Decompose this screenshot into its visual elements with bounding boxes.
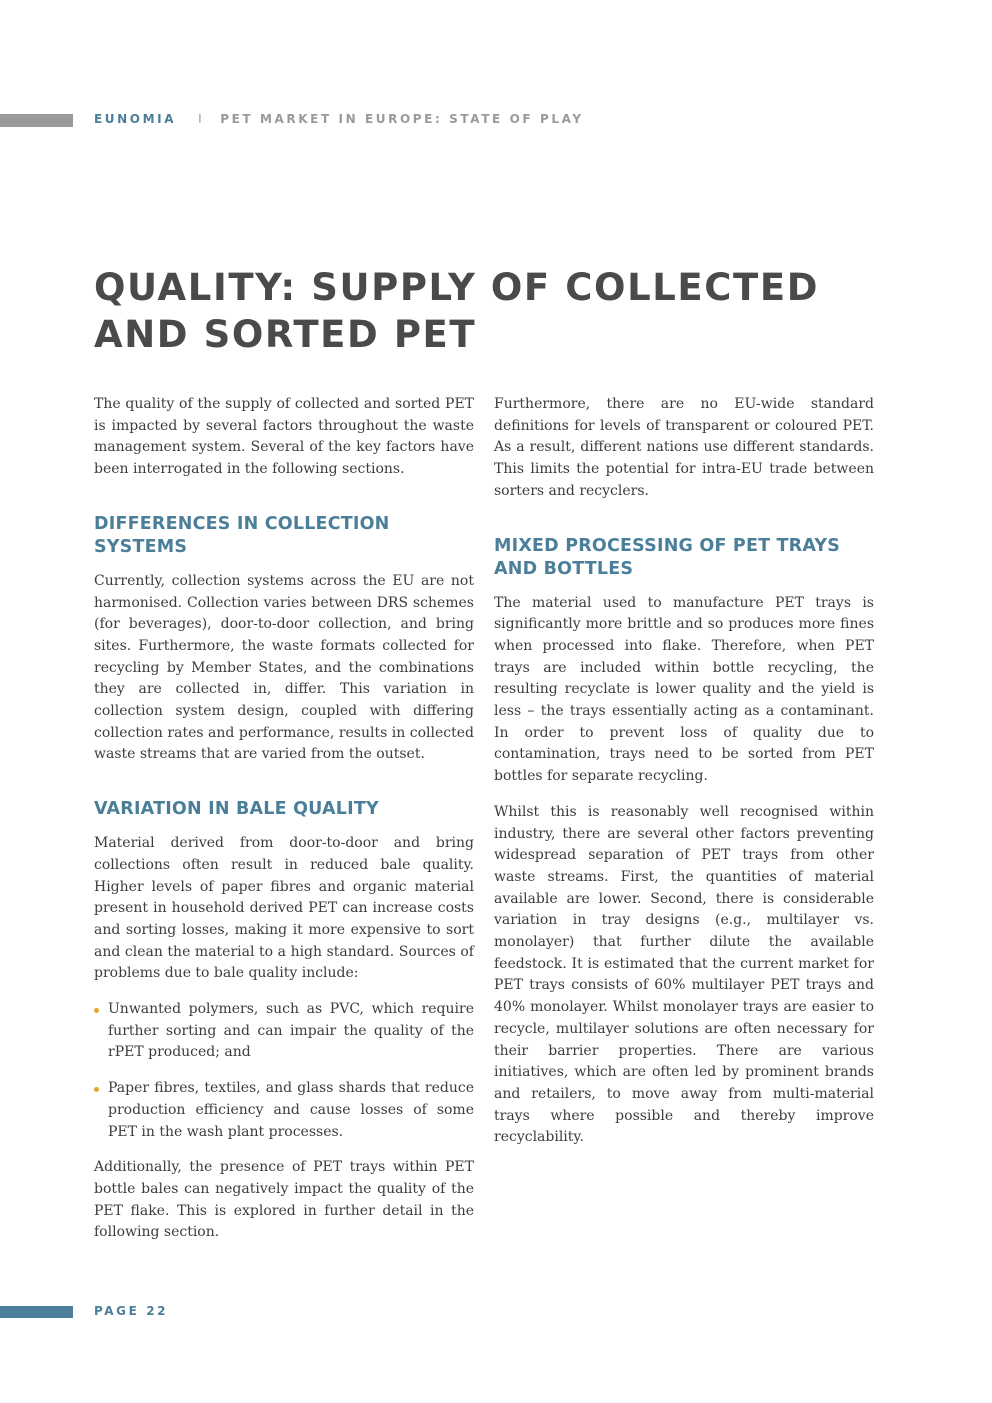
section-heading-collection-systems: DIFFERENCES IN COLLECTION SYSTEMS bbox=[94, 513, 390, 557]
bale-quality-closing-paragraph: Additionally, the presence of PET trays within PET bottle bales can negatively impact the quality of the PET flake. This is explored in further detail in the following section. bbox=[94, 1159, 474, 1241]
list-item-text: Paper fibres, textiles, and glass shards that reduce production efficiency and cause losses of some PET in the wash plant processes. bbox=[108, 1080, 474, 1140]
list-item bbox=[94, 999, 474, 1064]
header-grey-bar bbox=[0, 114, 73, 127]
header-brand: EUNOMIA bbox=[94, 112, 177, 126]
right-column bbox=[494, 394, 874, 1149]
header-subtitle: PET MARKET IN EUROPE: STATE OF PLAY bbox=[220, 112, 584, 126]
left-column bbox=[94, 394, 474, 1244]
section-heading-mixed-processing: MIXED PROCESSING OF PET TRAYS AND BOTTLES bbox=[494, 535, 841, 579]
standards-paragraph: Furthermore, there are no EU-wide standard definitions for levels of transparent or coloured PET. As a result, different nations use different standards. This limits the potential for intra-EU trade between sorters and recyclers. bbox=[494, 396, 874, 499]
bullet-dot-icon bbox=[94, 1087, 99, 1092]
list-item bbox=[94, 1078, 474, 1143]
list-item-text: Unwanted polymers, such as PVC, which require further sorting and can impair the quality of the rPET produced; and bbox=[108, 1001, 474, 1061]
page-number: PAGE 22 bbox=[94, 1304, 169, 1318]
footer-accent-bar bbox=[0, 1306, 73, 1318]
mixed-processing-paragraph-2: Whilst this is reasonably well recognised within industry, there are several other factors preventing widespread separation of PET trays from other waste streams. First, the quantities of material available are lower. Second, there is considerable variation in tray designs (e.g., multilayer vs. monolayer) that further dilute the available feedstock. It is estimated that the current market for PET trays consists of 60% multilayer PET trays and 40% monolayer. Whilst monolayer trays are easier to recycle, multilayer solutions are often necessary for their barrier properties. There are various initiatives, which are often led by prominent brands and retailers, to move away from multi-material trays where possible and thereby improve recyclability. bbox=[494, 803, 874, 1146]
collection-systems-paragraph: Currently, collection systems across the EU are not harmonised. Collection varies between DRS schemes (for beverages), door-to-door collection, and bring sites. Furthermore, the waste formats collected for recycling by Member States, and the combinations they are collected in, differ. This variation in collection system design, coupled with differing collection rates and performance, results in collected waste streams that are varied from the outset. bbox=[94, 572, 474, 763]
bale-quality-bullet-list bbox=[94, 999, 474, 1143]
header-separator: I bbox=[198, 112, 205, 126]
running-header bbox=[94, 112, 584, 126]
page-title: QUALITY: SUPPLY OF COLLECTED AND SORTED PET bbox=[94, 266, 820, 356]
mixed-processing-paragraph-1: The material used to manufacture PET trays is significantly more brittle and so produces more fines when processed into flake. Therefore, when PET trays are included within bottle recycling, the resulting recyclate is lower quality and the yield is less – the trays essentially acting as a contaminant. In order to prevent loss of quality due to contamination, trays need to be sorted from PET bottles for separate recycling. bbox=[494, 594, 874, 785]
section-heading-bale-quality: VARIATION IN BALE QUALITY bbox=[94, 799, 379, 820]
bullet-dot-icon bbox=[94, 1008, 99, 1013]
intro-paragraph: The quality of the supply of collected and sorted PET is impacted by several factors throughout the waste management system. Several of the key factors have been interrogated in the following sections. bbox=[94, 396, 474, 478]
bale-quality-paragraph: Material derived from door-to-door and bring collections often result in reduced bale quality. Higher levels of paper fibres and organic material present in household derived PET can increase costs and sorting losses, making it more expensive to sort and clean the material to a high standard. Sources of problems due to bale quality include: bbox=[94, 835, 474, 982]
